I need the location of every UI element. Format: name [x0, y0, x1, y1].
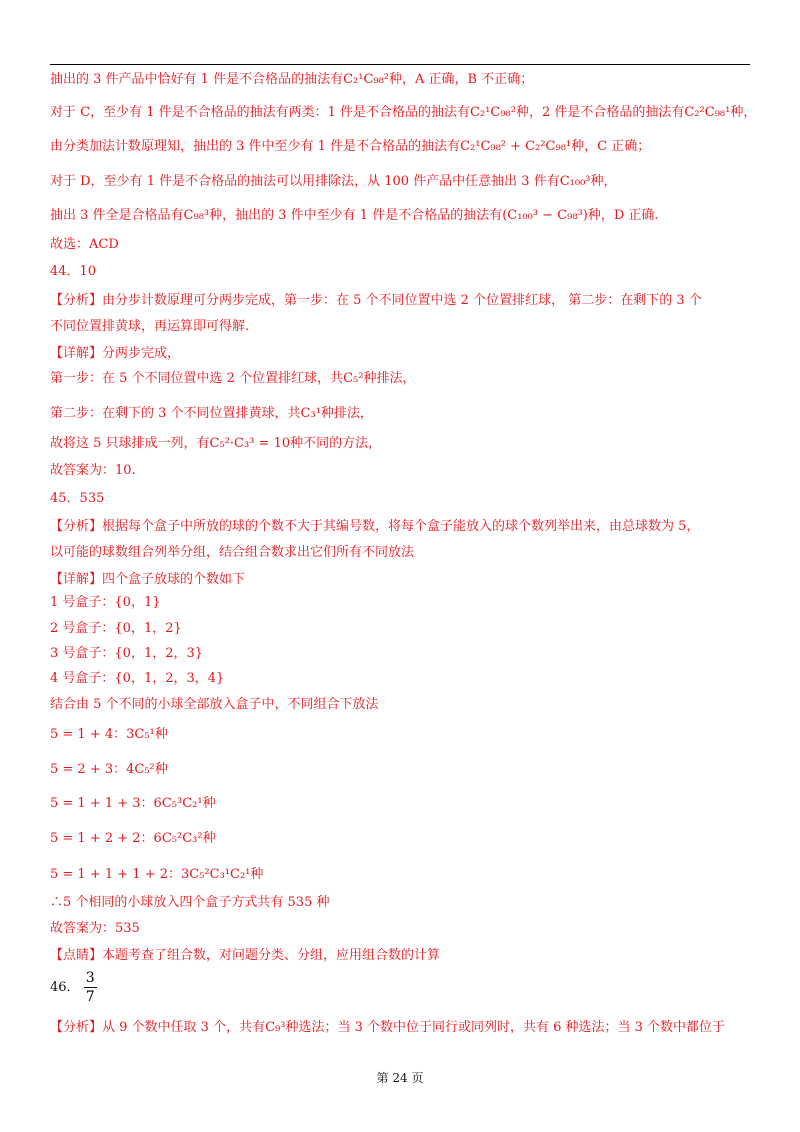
fraction-numerator: 3: [85, 970, 95, 986]
text-line: 1 号盒子：{0，1}: [50, 595, 161, 610]
text-line: 第二步：在剩下的 3 个不同位置排黄球，共C₃¹种排法，: [50, 406, 373, 421]
text-line: 5 = 1 + 1 + 3：6C₅³C₂¹种: [50, 796, 216, 811]
header-rule: [50, 64, 750, 65]
text-line: 故答案为：10.: [50, 463, 136, 478]
question-46-fraction: [84, 971, 97, 1004]
question-46: [50, 971, 97, 1004]
text-line: 由分类加法计数原理知，抽出的 3 件中至少有 1 件是不合格品的抽法有C₂¹C₉₈² + C₂²C₉₈¹种，C 正确；: [50, 139, 651, 154]
text-line: 第一步：在 5 个不同位置中选 2 个位置排红球，共C₅²种排法，: [50, 371, 416, 386]
analysis-line-46: 【分析】从 9 个数中任取 3 个，共有C₉³种选法；当 3 个数中位于同行或同列时，共有 6 种选法；当 3 个数中都位于: [50, 1020, 726, 1035]
text-line: 44．10: [50, 264, 97, 279]
text-line: 对于 C，至少有 1 件是不合格品的抽法有两类：1 件是不合格品的抽法有C₂¹C₉₈²种，2 件是不合格品的抽法有C₂²C₉₈¹种，: [50, 105, 757, 120]
text-line: 4 号盒子：{0，1，2，3，4}: [50, 671, 225, 686]
text-line: 抽出的 3 件产品中恰好有 1 件是不合格品的抽法有C₂¹C₉₈²种，A 正确，B 不正确；: [50, 72, 534, 87]
text-line: 以可能的球数组合列举分组，结合组合数求出它们所有不同放法: [50, 545, 415, 560]
text-line: 【点睛】本题考查了组合数，对问题分类、分组，应用组合数的计算: [50, 948, 441, 963]
text-line: 故选：ACD: [50, 237, 119, 252]
text-line: 5 = 1 + 2 + 2：6C₅²C₃²种: [50, 831, 216, 846]
text-line: 故将这 5 只球排成一列，有C₅²·C₃³ = 10种不同的方法，: [50, 436, 382, 451]
text-line: 对于 D，至少有 1 件是不合格品的抽法可以用排除法，从 100 件产品中任意抽出 3 件有C₁₀₀³种，: [50, 174, 617, 189]
text-line: 45．535: [50, 491, 105, 506]
text-line: 2 号盒子：{0，1，2}: [50, 621, 182, 636]
text-line: 【详解】分两步完成，: [50, 346, 181, 361]
text-line: 【分析】根据每个盒子中所放的球的个数不大于其编号数，将每个盒子能放入的球个数列举出来，由总球数为 5，: [50, 519, 700, 534]
text-line: 不同位置排黄球，再运算即可得解.: [50, 319, 250, 334]
text-line: 【分析】由分步计数原理可分两步完成，第一步：在 5 个不同位置中选 2 个位置排红球， 第二步：在剩下的 3 个: [50, 293, 702, 308]
text-line: ∴5 个相同的小球放入四个盒子方式共有 535 种: [50, 895, 330, 910]
text-line: 结合由 5 个不同的小球全部放入盒子中，不同组合下放法: [50, 697, 379, 712]
text-line: 故答案为：535: [50, 921, 140, 936]
question-46-label: 46．: [50, 980, 80, 995]
fraction-denominator: 7: [85, 989, 95, 1005]
text-line: 【详解】四个盒子放球的个数如下: [50, 572, 246, 587]
text-line: 3 号盒子：{0，1，2，3}: [50, 646, 204, 661]
text-line: 抽出 3 件全是合格品有C₉₈³种，抽出的 3 件中至少有 1 件是不合格品的抽法有(C₁₀₀³ − C₉₈³)种，D 正确.: [50, 208, 659, 223]
page-footer: 第 24 页: [376, 1071, 424, 1085]
text-line: 5 = 1 + 4：3C₅¹种: [50, 727, 168, 742]
text-line: 5 = 1 + 1 + 1 + 2：3C₅²C₃¹C₂¹种: [50, 867, 264, 882]
text-line: 5 = 2 + 3：4C₅²种: [50, 762, 168, 777]
